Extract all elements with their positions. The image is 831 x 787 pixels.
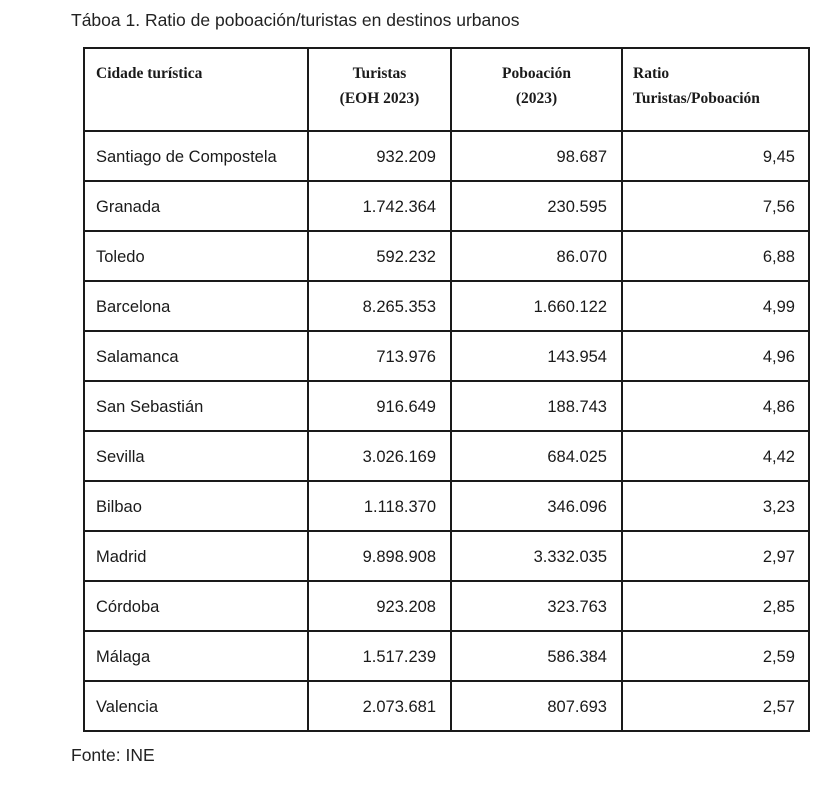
cell-population: 586.384 (451, 631, 622, 681)
header-population-line1: Poboación (502, 65, 571, 82)
table-row (84, 681, 809, 731)
table-caption: Táboa 1. Ratio de poboación/turistas en destinos urbanos (71, 10, 520, 30)
cell-ratio: 2,57 (622, 681, 809, 731)
table-row (84, 381, 809, 431)
cell-city: Toledo (84, 231, 308, 281)
table-row (84, 431, 809, 481)
cell-population: 98.687 (451, 131, 622, 181)
cell-population: 86.070 (451, 231, 622, 281)
header-ratio-line2: Turistas/Poboación (633, 90, 760, 107)
cell-tourists: 1.742.364 (308, 181, 451, 231)
cell-population: 3.332.035 (451, 531, 622, 581)
table-row (84, 481, 809, 531)
cell-city: Sevilla (84, 431, 308, 481)
cell-ratio: 2,97 (622, 531, 809, 581)
table-row (84, 581, 809, 631)
table-row (84, 131, 809, 181)
cell-tourists: 1.118.370 (308, 481, 451, 531)
header-ratio (622, 48, 809, 131)
table-row (84, 281, 809, 331)
cell-ratio: 6,88 (622, 231, 809, 281)
cell-tourists: 8.265.353 (308, 281, 451, 331)
cell-city: Córdoba (84, 581, 308, 631)
cell-city: Granada (84, 181, 308, 231)
tourism-ratio-table (83, 47, 810, 732)
cell-ratio: 4,86 (622, 381, 809, 431)
source-note: Fonte: INE (71, 745, 155, 765)
cell-population: 143.954 (451, 331, 622, 381)
cell-population: 684.025 (451, 431, 622, 481)
table-row (84, 331, 809, 381)
cell-population: 346.096 (451, 481, 622, 531)
header-tourists-line1: Turistas (352, 65, 407, 82)
header-tourists-line2: (EOH 2023) (339, 90, 420, 107)
table-row (84, 631, 809, 681)
cell-ratio: 2,59 (622, 631, 809, 681)
cell-tourists: 3.026.169 (308, 431, 451, 481)
cell-population: 230.595 (451, 181, 622, 231)
cell-ratio: 4,99 (622, 281, 809, 331)
cell-city: Barcelona (84, 281, 308, 331)
cell-city: Santiago de Compostela (84, 131, 308, 181)
cell-ratio: 3,23 (622, 481, 809, 531)
table-row (84, 531, 809, 581)
table-row (84, 181, 809, 231)
cell-ratio: 4,42 (622, 431, 809, 481)
cell-tourists: 2.073.681 (308, 681, 451, 731)
header-population (451, 48, 622, 131)
cell-city: Valencia (84, 681, 308, 731)
cell-tourists: 1.517.239 (308, 631, 451, 681)
cell-tourists: 923.208 (308, 581, 451, 631)
cell-city: Madrid (84, 531, 308, 581)
cell-city: San Sebastián (84, 381, 308, 431)
cell-ratio: 9,45 (622, 131, 809, 181)
table-row (84, 231, 809, 281)
cell-ratio: 2,85 (622, 581, 809, 631)
cell-tourists: 9.898.908 (308, 531, 451, 581)
cell-population: 1.660.122 (451, 281, 622, 331)
cell-city: Málaga (84, 631, 308, 681)
cell-tourists: 932.209 (308, 131, 451, 181)
cell-tourists: 592.232 (308, 231, 451, 281)
cell-city: Salamanca (84, 331, 308, 381)
cell-ratio: 7,56 (622, 181, 809, 231)
cell-city: Bilbao (84, 481, 308, 531)
cell-population: 188.743 (451, 381, 622, 431)
header-ratio-line1: Ratio (633, 65, 670, 82)
header-tourists (308, 48, 451, 131)
cell-population: 807.693 (451, 681, 622, 731)
header-population-line2: (2023) (515, 90, 558, 107)
cell-ratio: 4,96 (622, 331, 809, 381)
cell-tourists: 916.649 (308, 381, 451, 431)
header-city-label: Cidade turística (96, 65, 203, 82)
header-row (84, 48, 809, 131)
cell-tourists: 713.976 (308, 331, 451, 381)
cell-population: 323.763 (451, 581, 622, 631)
header-city (84, 48, 308, 131)
